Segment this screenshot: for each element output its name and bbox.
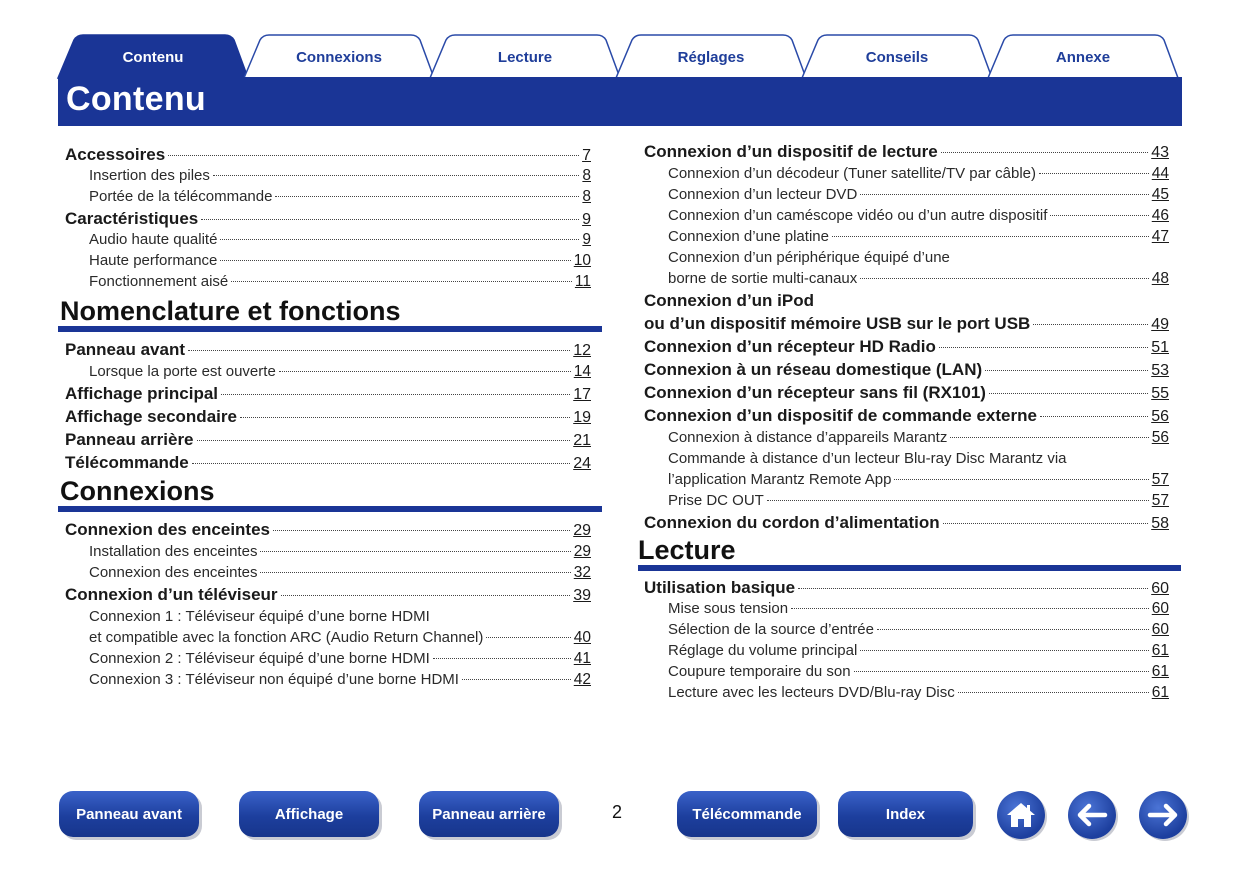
toc-entry[interactable] — [89, 543, 591, 563]
home-button[interactable] — [997, 791, 1045, 839]
toc-page-link[interactable]: 41 — [573, 650, 591, 667]
toc-entry[interactable] — [65, 407, 591, 429]
toc-entry-title: borne de sortie multi-canaux — [668, 270, 858, 287]
panneau-arriere-button[interactable]: Panneau arrière — [419, 791, 559, 837]
arrow-right-icon — [1146, 803, 1180, 827]
dot-leader — [273, 530, 570, 531]
toc-entry-title: Utilisation basique — [644, 578, 796, 597]
tab-bar — [58, 34, 1182, 78]
toc-entry-title: Affichage secondaire — [65, 407, 237, 426]
toc-page-link[interactable]: 17 — [573, 386, 591, 403]
arrow-left-icon — [1075, 803, 1109, 827]
toc-entry[interactable] — [644, 142, 1169, 164]
tab-label: Connexions — [296, 49, 382, 66]
dot-leader — [860, 650, 1148, 651]
toc-entry-title: Connexion d’un lecteur DVD — [668, 186, 858, 203]
toc-entry[interactable] — [644, 383, 1169, 405]
toc-entry[interactable] — [65, 520, 591, 542]
toc-entry-title: Connexion 2 : Téléviseur équipé d’une borne HDMI — [89, 650, 430, 667]
toc-entry-title: Mise sous tension — [668, 600, 789, 617]
home-icon — [1004, 800, 1038, 830]
tab-connexions[interactable] — [244, 34, 434, 78]
dot-leader — [168, 155, 579, 156]
dot-leader — [860, 278, 1148, 279]
toc-page-link[interactable]: 49 — [1151, 316, 1169, 333]
toc-page-link[interactable]: 61 — [1151, 663, 1169, 680]
toc-entry-title: l’application Marantz Remote App — [668, 471, 892, 488]
tab-annexe[interactable] — [988, 34, 1178, 78]
toc-entry[interactable] — [65, 384, 591, 406]
toc-page-link[interactable]: 60 — [1151, 580, 1169, 597]
dot-leader — [1040, 416, 1148, 417]
section-heading-nomenclature: Nomenclature et fonctions — [60, 296, 401, 326]
toc-page-link[interactable]: 61 — [1151, 642, 1169, 659]
toc-entry[interactable] — [668, 471, 1169, 491]
dot-leader — [192, 463, 570, 464]
dot-leader — [939, 347, 1148, 348]
dot-leader — [260, 551, 570, 552]
dot-leader — [279, 371, 571, 372]
dot-leader — [275, 196, 579, 197]
toc-entry-title: Panneau avant — [65, 340, 185, 359]
toc-entry-title: Connexion d’un périphérique équipé d’une — [668, 249, 950, 266]
toc-page-link[interactable]: 58 — [1151, 515, 1169, 532]
back-button[interactable] — [1068, 791, 1116, 839]
toc-page-link[interactable]: 60 — [1151, 621, 1169, 638]
dot-leader — [1039, 173, 1149, 174]
dot-leader — [943, 523, 1149, 524]
tab-label: Réglages — [677, 49, 745, 66]
toc-entry-title: Connexion d’une platine — [668, 228, 829, 245]
toc-entry-title: Commande à distance d’un lecteur Blu-ray Disc Marantz via — [668, 450, 1067, 467]
toc-entry-title: ou d’un dispositif mémoire USB sur le port USB — [644, 314, 1031, 333]
toc-entry[interactable] — [89, 671, 591, 691]
tab-label: Conseils — [865, 49, 929, 66]
page-title: Contenu — [66, 80, 206, 118]
toc-page-link[interactable]: 10 — [573, 252, 591, 269]
dot-leader — [767, 500, 1149, 501]
telecommande-button[interactable]: Télécommande — [677, 791, 817, 837]
toc-page-link[interactable]: 51 — [1151, 339, 1169, 356]
dot-leader — [832, 236, 1149, 237]
toc-entry-title: Connexion d’un caméscope vidéo ou d’un autre dispositif — [668, 207, 1048, 224]
toc-entry[interactable] — [89, 273, 591, 293]
toc-entry-title: Accessoires — [65, 145, 166, 164]
toc-page-link[interactable]: 40 — [573, 629, 591, 646]
toc-entry[interactable] — [668, 492, 1169, 512]
toc-page-link[interactable]: 8 — [582, 167, 591, 184]
toc-page-link[interactable]: 55 — [1151, 385, 1169, 402]
toc-page-link[interactable]: 29 — [573, 543, 591, 560]
section-rule — [58, 326, 602, 332]
toc-entry-title: Coupure temporaire du son — [668, 663, 851, 680]
toc-entry[interactable] — [89, 188, 591, 208]
toc-entry[interactable] — [644, 314, 1169, 336]
toc-entry[interactable] — [668, 228, 1169, 248]
dot-leader — [220, 239, 579, 240]
toc-entry[interactable] — [644, 360, 1169, 382]
toc-entry[interactable] — [89, 363, 591, 383]
toc-page-link[interactable]: 32 — [573, 564, 591, 581]
toc-entry[interactable] — [65, 209, 591, 231]
toc-page-link[interactable]: 21 — [573, 432, 591, 449]
dot-leader — [231, 281, 572, 282]
toc-page-link[interactable]: 61 — [1151, 684, 1169, 701]
toc-entry[interactable] — [668, 207, 1169, 227]
section-heading-lecture: Lecture — [638, 535, 736, 565]
dot-leader — [221, 394, 570, 395]
toc-entry[interactable] — [89, 231, 591, 251]
toc-page-link[interactable]: 24 — [573, 455, 591, 472]
toc-entry[interactable] — [668, 450, 1169, 470]
dot-leader — [854, 671, 1149, 672]
toc-entry[interactable] — [668, 663, 1169, 683]
affichage-button[interactable]: Affichage — [239, 791, 379, 837]
toc-entry[interactable] — [65, 145, 591, 167]
toc-entry-title: Audio haute qualité — [89, 231, 218, 248]
toc-entry-title: Panneau arrière — [65, 430, 194, 449]
toc-entry-title: Connexion à distance d’appareils Marantz — [668, 429, 948, 446]
dot-leader — [1050, 215, 1148, 216]
toc-entry[interactable] — [644, 291, 1169, 313]
toc-entry[interactable] — [89, 564, 591, 584]
toc-entry-title: Connexion à un réseau domestique (LAN) — [644, 360, 983, 379]
toc-entry[interactable] — [65, 430, 591, 452]
toc-page-link[interactable]: 12 — [573, 342, 591, 359]
dot-leader — [985, 370, 1148, 371]
toc-entry[interactable] — [644, 337, 1169, 359]
toc-page-link[interactable]: 9 — [582, 211, 591, 228]
tab-label: Lecture — [497, 49, 553, 66]
toc-entry-title: Réglage du volume principal — [668, 642, 858, 659]
tab-reglages[interactable] — [616, 34, 806, 78]
section-rule — [638, 565, 1181, 571]
toc-page-link[interactable]: 44 — [1151, 165, 1169, 182]
toc-entry-title: Fonctionnement aisé — [89, 273, 229, 290]
toc-page-link[interactable]: 45 — [1151, 186, 1169, 203]
toc-page-link[interactable]: 53 — [1151, 362, 1169, 379]
toc-page-link[interactable]: 11 — [574, 273, 591, 290]
toc-entry[interactable] — [89, 167, 591, 187]
index-button[interactable]: Index — [838, 791, 973, 837]
toc-entry[interactable] — [668, 684, 1169, 704]
toc-entry-title: Affichage principal — [65, 384, 219, 403]
dot-leader — [798, 588, 1148, 589]
toc-entry[interactable] — [89, 650, 591, 670]
toc-page-link[interactable]: 39 — [573, 587, 591, 604]
dot-leader — [462, 679, 571, 680]
toc-page-link[interactable]: 14 — [573, 363, 591, 380]
section-heading-connexions: Connexions — [60, 476, 215, 506]
section-rule — [58, 506, 602, 512]
toc-page-link[interactable]: 42 — [573, 671, 591, 688]
toc-entry[interactable] — [668, 186, 1169, 206]
dot-leader — [791, 608, 1149, 609]
dot-leader — [877, 629, 1149, 630]
dot-leader — [486, 637, 570, 638]
toc-page-link[interactable]: 57 — [1151, 471, 1169, 488]
toc-page-link[interactable]: 9 — [582, 231, 591, 248]
toc-entry-title: Lorsque la porte est ouverte — [89, 363, 276, 380]
toc-page-link[interactable]: 60 — [1151, 600, 1169, 617]
toc-page-link[interactable]: 46 — [1151, 207, 1169, 224]
toc-entry-title: Connexion 1 : Téléviseur équipé d’une borne HDMI — [89, 608, 430, 625]
toc-page-link[interactable]: 43 — [1151, 144, 1169, 161]
toc-page-link[interactable]: 48 — [1151, 270, 1169, 287]
tab-lecture[interactable] — [430, 34, 620, 78]
toc-page-link[interactable]: 56 — [1151, 408, 1169, 425]
dot-leader — [989, 393, 1148, 394]
toc-page-link[interactable]: 29 — [573, 522, 591, 539]
toc-entry[interactable] — [65, 585, 591, 607]
dot-leader — [433, 658, 571, 659]
toc-entry[interactable] — [668, 642, 1169, 662]
toc-entry-title: Connexion d’un récepteur sans fil (RX101) — [644, 383, 986, 402]
dot-leader — [260, 572, 570, 573]
dot-leader — [860, 194, 1148, 195]
toc-entry-title: Connexion des enceintes — [65, 520, 270, 539]
toc-entry[interactable] — [644, 513, 1169, 535]
page-number: 2 — [612, 802, 623, 822]
forward-button[interactable] — [1139, 791, 1187, 839]
toc-entry-title: Connexion d’un récepteur HD Radio — [644, 337, 936, 356]
tab-label: Contenu — [122, 49, 184, 66]
toc-entry-title: Connexion d’un téléviseur — [65, 585, 278, 604]
toc-entry[interactable] — [89, 629, 591, 649]
toc-page-link[interactable]: 56 — [1151, 429, 1169, 446]
toc-entry-title: Télécommande — [65, 453, 189, 472]
dot-leader — [1033, 324, 1148, 325]
toc-entry-title: Lecture avec les lecteurs DVD/Blu-ray Disc — [668, 684, 955, 701]
dot-leader — [220, 260, 570, 261]
dot-leader — [894, 479, 1148, 480]
toc-entry[interactable] — [65, 340, 591, 362]
toc-page-link[interactable]: 47 — [1151, 228, 1169, 245]
toc-entry-title: Connexion des enceintes — [89, 564, 258, 581]
toc-entry-title: Sélection de la source d’entrée — [668, 621, 874, 638]
toc-entry[interactable] — [644, 406, 1169, 428]
toc-entry[interactable] — [668, 600, 1169, 620]
toc-entry[interactable] — [668, 621, 1169, 641]
toc-entry-title: Insertion des piles — [89, 167, 210, 184]
toc-page-link[interactable]: 57 — [1151, 492, 1169, 509]
toc-entry-title: Connexion du cordon d’alimentation — [644, 513, 940, 532]
toc-entry[interactable] — [668, 270, 1169, 290]
dot-leader — [197, 440, 571, 441]
toc-entry[interactable] — [89, 252, 591, 272]
toc-entry[interactable] — [644, 578, 1169, 600]
toc-entry-title: et compatible avec la fonction ARC (Audio Return Channel) — [89, 629, 484, 646]
tab-conseils[interactable] — [802, 34, 992, 78]
toc-entry-title: Portée de la télécommande — [89, 188, 273, 205]
toc-page-link[interactable]: 19 — [573, 409, 591, 426]
toc-entry-title: Connexion d’un dispositif de lecture — [644, 142, 938, 161]
dot-leader — [958, 692, 1149, 693]
toc-page-link[interactable]: 7 — [582, 147, 591, 164]
toc-entry[interactable] — [668, 165, 1169, 185]
dot-leader — [950, 437, 1148, 438]
toc-entry-title: Connexion d’un décodeur (Tuner satellite/TV par câble) — [668, 165, 1036, 182]
tab-label: Annexe — [1055, 49, 1111, 66]
toc-entry-title: Caractéristiques — [65, 209, 199, 228]
toc-entry-title: Connexion d’un iPod — [644, 291, 814, 310]
toc-entry[interactable] — [65, 453, 591, 475]
toc-entry-title: Installation des enceintes — [89, 543, 258, 560]
toc-entry-title: Connexion d’un dispositif de commande externe — [644, 406, 1037, 425]
toc-page-link[interactable]: 8 — [582, 188, 591, 205]
toc-entry[interactable] — [668, 249, 1169, 269]
dot-leader — [941, 152, 1148, 153]
toc-entry-title: Prise DC OUT — [668, 492, 764, 509]
toc-entry[interactable] — [668, 429, 1169, 449]
toc-entry-title: Haute performance — [89, 252, 218, 269]
panneau-avant-button[interactable]: Panneau avant — [59, 791, 199, 837]
tab-contenu[interactable] — [58, 34, 248, 78]
dot-leader — [240, 417, 570, 418]
dot-leader — [201, 219, 579, 220]
dot-leader — [213, 175, 579, 176]
toc-entry[interactable] — [89, 608, 591, 628]
title-bar — [58, 77, 1182, 126]
dot-leader — [188, 350, 570, 351]
toc-entry-title: Connexion 3 : Téléviseur non équipé d’une borne HDMI — [89, 671, 459, 688]
dot-leader — [281, 595, 571, 596]
